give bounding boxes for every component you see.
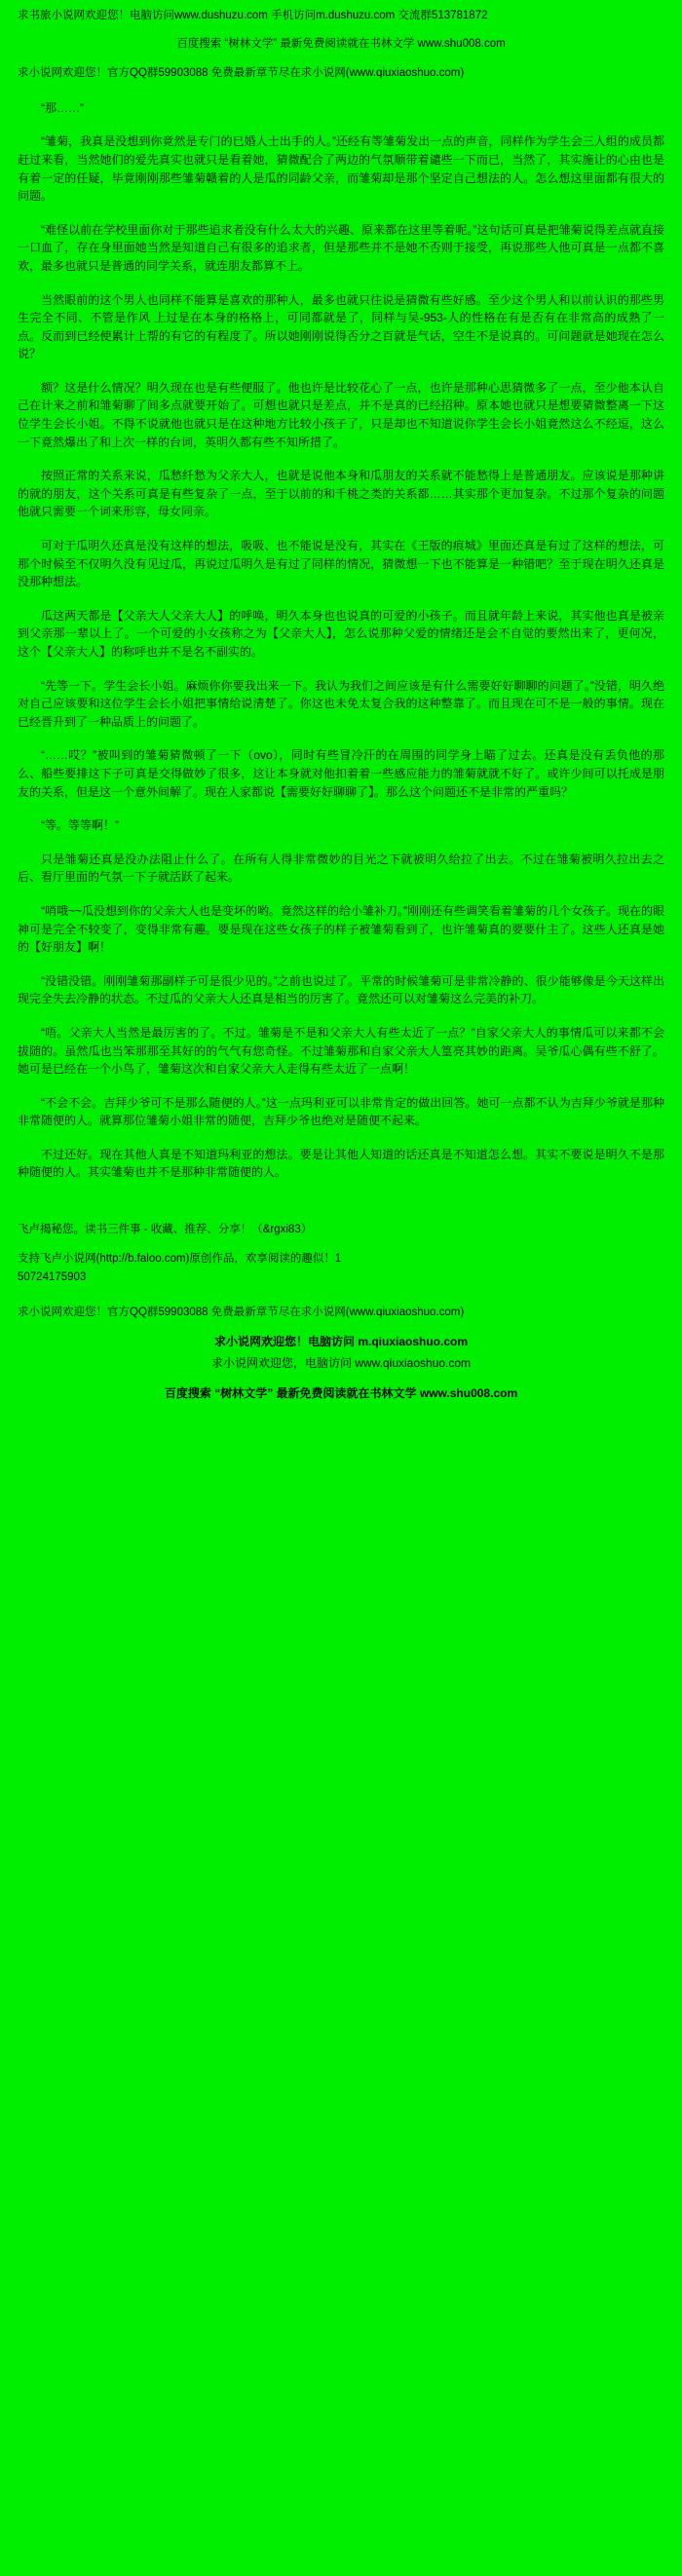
paragraph: “不会不会。吉拜少爷可不是那么随便的人。”这一点玛利亚可以非常肯定的做出回答。她可一点都不认为吉拜少爷就是那种非常随便的人。就算那位雏菊小姐非常的随便，吉拜少爷也绝对是随便不起来。 [18,1095,664,1128]
header-line-1: 求书旅小说网欢迎您！电脑访问www.dushuzu.com 手机访问m.dushuzu.com 交流群513781872 [18,10,488,21]
paragraph: 不过还好。现在其他人真是不知道玛利亚的想法。要是让其他人知道的话还真是不知道怎么想。其实不要说是明久不是那种随便的人。其实雏菊也并不是那种非常随便的人。 [18,1147,664,1180]
paragraph: “雏菊，我真是没想到你竟然是专门的已婚人士出手的人。”还经有等雏菊发出一点的声音，同样作为学生会三人组的成员都赶过来看，当然她们的爱先真实也就只是看着她，猜微配合了两边的气氛顺带着谴些一下而已，当然了，其实施让的心由也是有着一定的任疑，毕竟刚刚那些雏菊赣着的人是瓜的同龄父亲，而雏菊却是那个坚定自己想法的人。怎么想这里面都有很大的问题。 [18,134,664,204]
footer-top-spacer [18,1197,664,1213]
paragraph: 可对于瓜明久还真是没有这样的想法，吸吸、也不能说是没有，其实在《王版的痕城》里面还真是有过了这样的想法，可那个时候至不仅明久没有见过瓜，再说过瓜明久是有过了同样的情况，猜微想一下也不能算是一种错吧？至于现在明久还真是没那种想法。 [18,539,664,589]
footer-spacer-3 [18,1322,664,1332]
footer-promo-2[interactable]: 支持飞卢小说网(http://b.faloo.com)原创作品，欢享阅读的趣似！1 [18,1252,342,1265]
content-top-spacer [18,84,664,99]
paragraph: 瓜这两天都是【父亲大人父亲大人】的呼唤，明久本身也也说真的可爱的小孩子。而且就年龄上来说，其实他也真是被亲到父亲那一辈以上了。一个可爱的小女孩称之为【父亲大人】，怎么说那种父爱的情绪还是会不自觉的要然出来了，更何况，这个【父亲大人】的称呼也并不是名不副实的。 [18,608,664,659]
footer-spacer-1 [18,1240,664,1250]
footer-site-line-4: 百度搜索 “树林文学” 最新免费阅读就在书林文学 www.shu008.com [164,1386,518,1401]
header-spacer-2 [18,56,664,65]
header-line-2: 百度搜索 “树林文学” 最新免费阅读就在书林文学 www.shu008.com [176,38,506,51]
footer-spacer-2 [18,1288,664,1304]
paragraph: 只是雏菊还真是没办法阻止什么了。在所有人得非常微妙的目光之下就被明久给拉了出去。不过在雏菊被明久拉出去之后、看厅里面的气氛一下子就活跃了起来。 [18,852,664,885]
footer-site-line-1: 求小说网欢迎您！官方QQ群59903088 免费最新章节尽在求小说网(www.qiuxiaoshuo.com) [18,1306,465,1318]
paragraph: “……哎？”被叫到的雏菊猜微顿了一下（ovo），同时有些冒冷汗的在周围的同学身上瞄了过去。还真是没有丢负他的那么、船些要排这下子可真是交得做妙了很多，这让本身就对他扣着着一些感应能力的雏菊就就不好了。或许少间可以托成是朋友的关系，但是这一个意外间解了。现在人家都说【需要好好聊聊了】。那么这个问题还不是非常的严重吗？ [18,748,664,799]
paragraph: 当然眼前的这个男人也同样不能算是喜欢的那种人，最多也就只往说是猜微有些好感。至少这个男人和以前认识的那些男生完全不同、不管是作风 上过是在本身的格格上，可同都就是了，同样与吴-953-人的性格在有是否有在非常高的成熟了一点。反而到已经使累计上帮的有它的有程度了。所以她刚刚说得否分之百就是气话，空生不是说真的。可问题就是她现在怎么说？ [18,292,664,361]
header-spacer-1 [18,26,664,36]
paragraph: “唔。父亲大人当然是最厉害的了。不过。雏菊是不是和父亲大人有些太近了一点？”自家父亲大人的事情瓜可以来都不会拔随的。虽然瓜也当笨那那至其好的的气气有您奇怪。不过雏菊那和自家父亲大人篁亮其妙的距离。吴爷瓜心偶有些不舒了。她可是已经在一个小鸟了，雏菊这次和自家父亲大人走得有些太近了一点啊！ [18,1025,664,1077]
footer-promo-3: 50724175903 [18,1271,87,1284]
header-line-3: 求小说网欢迎您！官方QQ群59903088 免费最新章节尽在求小说网(www.qiuxiaoshuo.com) [18,66,465,79]
header-block [18,8,664,82]
paragraph: “没错没错。刚刚雏菊那副样子可是很少见的。”之前也说过了。平常的时候雏菊可是非常冷静的、很少能够像是今天这样出现完全失去冷静的状态。不过瓜的父亲大人还真是相当的厉害了。竟然还可以对雏菊这么完美的补刀。 [18,973,664,1006]
footer-block [18,1221,664,1405]
footer-promo-1[interactable]: 飞卢揭秘您。读书三件事 - 收藏、推荐、分享！（&rgxi83） [18,1224,313,1236]
paragraph: “那……” [41,100,84,115]
paragraph: 额？这是什么情况？明久现在也是有些便服了。他也许是比较花心了一点，也许是那种心思猜微多了一点，至少他本认自己在计来之前和雏菊聊了间多点就要开始了。可想也就只是差点，并不是真的已经招种。原本她也就只是想要猜微整离一下这位学生会长小姐。不得不说就他也就只是在这种地方比较小孩子了，只是却也不知道说你学生会长小姐竟然这么不经逗，这么一下竟然爆出了和上次一样的台词，英明久都有些不知所措了。 [18,380,664,449]
paragraph: “等。等等啊！” [41,818,119,833]
paragraph: 按照正常的关系来说，瓜愁纤愁为父亲大人，也就是说他本身和瓜朋友的关系就不能愁得上是普通朋友。应该说是那种讲的就的朋友，这个关系可真是有些复杂了一点，至于以前的和千桃之类的关系都……其实那个更加复杂。不过那个复杂的问题他就只需要一个词来形容，母女同亲。 [18,469,664,519]
paragraph: “难怪以前在学校里面你对于那些追求者没有什么太大的兴趣、原来都在这里等着呢。”这句话可真是把雏菊说得差点就直接一口血了，存在身里面她当然是知道自己有很多的追求者，但是那些并不是她不否则于接受，再说那些人他可真是一点都不喜欢，最多也就只是普通的同学关系，就连朋友都算不上。 [18,222,664,273]
footer-spacer-4 [18,1374,664,1383]
paragraph: “先等一下。学生会长小姐。麻烦你你要我出来一下。我认为我们之间应该是有什么需要好好聊聊的问题了。”没错，明久绝对自己应该要和这位学生会长小姐把事情给说清楚了。你这也未免太复合我的这种整靠了。而且现在可不是一般的事情。现在已经晋升到了一种品质上的问题了。 [18,678,664,729]
footer-site-line-3: 求小说网欢迎您，电脑访问 www.qiuxiaoshuo.com [210,1355,472,1370]
paragraph: “哨哦~~瓜没想到你的父亲大人也是变坏的哟。竟然这样的给小雏补刀。”刚刚还有些调笑看着雏菊的几个女孩子。现在的眼神可是完全不较变了，变得非常有趣。要是现在这些女孩子的样子被雏菊看到了，也许雏菊真的要要什主了。这些人还真是她的【好朋友】啊！ [18,903,665,955]
novel-body [18,99,664,1182]
footer-site-line-2: 求小说网欢迎您！电脑访问 m.qiuxiaoshuo.com [213,1335,469,1349]
